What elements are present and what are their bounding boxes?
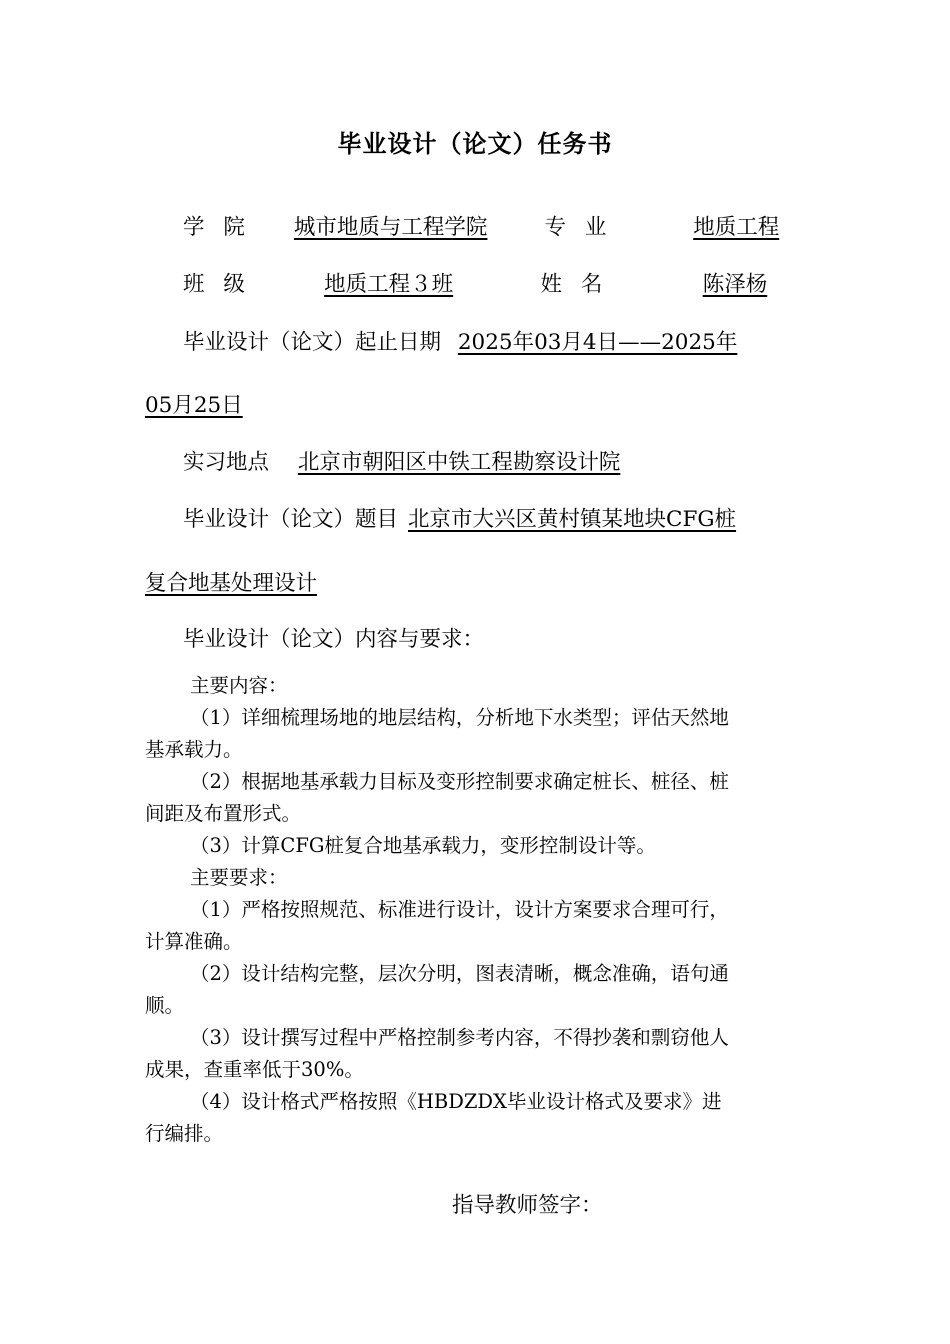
dates-row xyxy=(183,325,737,356)
class-label: 班 级 xyxy=(183,272,251,297)
major-label: 专 业 xyxy=(544,215,613,240)
dates-value-line1: 2025年03月4日——2025年 xyxy=(457,330,738,355)
class-value: 地质工程３班 xyxy=(324,272,454,297)
main-req-item-3-line1: （3）设计撰写过程中严格控制参考内容，不得抄袭和剽窃他人 xyxy=(190,1026,729,1049)
main-req-item-3-line2: 成果，查重率低于30%。 xyxy=(145,1058,364,1081)
topic-value-line1: 北京市大兴区黄村镇某地块CFG桩 xyxy=(408,507,737,532)
dates-value-line2: 05月25日 xyxy=(145,393,243,418)
main-req-label: 主要要求： xyxy=(190,866,288,889)
class-row xyxy=(183,267,777,298)
major-value: 地质工程 xyxy=(693,215,780,240)
document-title: 毕业设计（论文）任务书 xyxy=(337,129,613,158)
location-row xyxy=(183,445,630,476)
content-heading: 毕业设计（论文）内容与要求： xyxy=(183,627,485,652)
name-label: 姓 名 xyxy=(540,272,609,297)
main-req-item-2-line1: （2）设计结构完整，层次分明，图表清晰，概念准确，语句通 xyxy=(190,962,729,985)
main-req-item-1-line1: （1）严格按照规范、标准进行设计，设计方案要求合理可行， xyxy=(190,898,729,921)
main-req-item-1-line2: 计算准确。 xyxy=(145,930,243,953)
topic-row xyxy=(183,502,736,533)
main-content-item-1-line1: （1）详细梳理场地的地层结构，分析地下水类型；评估天然地 xyxy=(190,706,729,729)
main-req-item-4-line1: （4）设计格式严格按照《HBDZDX毕业设计格式及要求》进 xyxy=(190,1090,722,1113)
main-content-item-3-line1: （3）计算CFG桩复合地基承载力，变形控制设计等。 xyxy=(190,834,656,857)
name-value: 陈泽杨 xyxy=(702,272,768,297)
main-content-item-1-line2: 基承载力。 xyxy=(145,738,243,761)
signature-label: 指导教师签字： xyxy=(452,1193,603,1218)
main-req-item-4-line2: 行编排。 xyxy=(145,1122,224,1145)
college-value: 城市地质与工程学院 xyxy=(293,215,488,240)
location-value: 北京市朝阳区中铁工程勘察设计院 xyxy=(297,450,621,475)
topic-label: 毕业设计（论文）题目 xyxy=(183,507,399,532)
main-content-item-2-line2: 间距及布置形式。 xyxy=(145,802,302,825)
main-req-item-2-line2: 顺。 xyxy=(145,994,185,1017)
topic-value-line2: 复合地基处理设计 xyxy=(145,571,318,596)
main-content-item-2-line1: （2）根据地基承载力目标及变形控制要求确定桩长、桩径、桩 xyxy=(190,770,729,793)
college-row xyxy=(183,210,787,241)
college-label: 学 院 xyxy=(183,215,251,240)
dates-label: 毕业设计（论文）起止日期 xyxy=(183,330,442,355)
location-label: 实习地点 xyxy=(183,450,270,475)
topic-line2-row xyxy=(145,566,325,597)
main-content-label: 主要内容： xyxy=(190,674,288,697)
